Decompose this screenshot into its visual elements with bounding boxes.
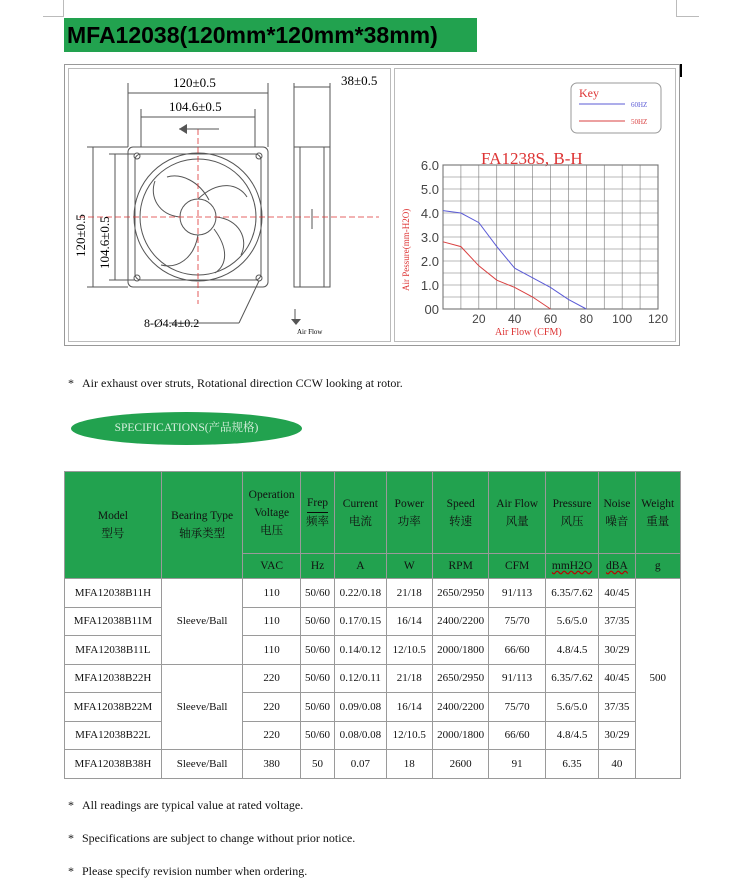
cell-speed: 2650/2950: [432, 664, 488, 693]
cell-freq: 50/60: [300, 693, 334, 722]
cell-noise: 37/35: [599, 693, 635, 722]
cell-airflow: 66/60: [489, 636, 545, 665]
spec-table: [64, 471, 681, 779]
table-row: [65, 579, 681, 608]
cell-freq: 50/60: [300, 664, 334, 693]
page-corner-mark-left: [43, 0, 64, 17]
header-current: Current 电流: [335, 472, 386, 554]
table-row: [65, 664, 681, 693]
x-tick-label: 20: [472, 312, 486, 326]
legend-label-60hz: 60HZ: [631, 101, 648, 109]
header-airflow: Air Flow 风量: [489, 472, 545, 554]
cell-model: MFA12038B22H: [65, 664, 162, 693]
cell-voltage: 220: [243, 664, 300, 693]
unit-mmh2o: mmH2O: [545, 554, 598, 579]
cell-freq: 50: [300, 750, 334, 779]
header-pressure: Pressure 风压: [545, 472, 598, 554]
cell-speed: 2400/2200: [432, 607, 488, 636]
header-model: Model 型号: [65, 472, 162, 579]
cell-pressure: 5.6/5.0: [545, 607, 598, 636]
cell-weight: 500: [635, 579, 680, 779]
cell-speed: 2650/2950: [432, 579, 488, 608]
dim-width-label: 120±0.5: [173, 75, 216, 90]
table-row: [65, 693, 681, 722]
y-tick-label: 1.0: [420, 278, 439, 293]
cell-speed: 2000/1800: [432, 636, 488, 665]
header-voltage: Operation Voltage 电压: [243, 472, 300, 554]
page-title: MFA12038(120mm*120mm*38mm): [64, 18, 477, 52]
cell-pressure: 4.8/4.5: [545, 636, 598, 665]
header-speed: Speed 转速: [432, 472, 488, 554]
dim-inner-label: 104.6±0.5: [169, 99, 222, 114]
x-tick-label: 40: [507, 312, 522, 326]
cell-bearing: Sleeve/Ball: [161, 579, 243, 665]
cell-model: MFA12038B38H: [65, 750, 162, 779]
unit-dba: dBA: [599, 554, 635, 579]
chart-legend: [571, 83, 661, 133]
cell-current: 0.14/0.12: [335, 636, 386, 665]
cell-voltage: 380: [243, 750, 300, 779]
figure-frame: [64, 64, 680, 346]
cell-current: 0.08/0.08: [335, 721, 386, 750]
fan-drawing-svg: [69, 69, 390, 341]
chart-ticks: [421, 158, 668, 326]
unit-vac: VAC: [243, 554, 300, 579]
y-tick-label: 2.0: [420, 254, 439, 269]
performance-chart: [394, 68, 676, 342]
cell-current: 0.12/0.11: [335, 664, 386, 693]
cell-airflow: 91: [489, 750, 545, 779]
cell-bearing: Sleeve/Ball: [161, 750, 243, 779]
table-row: [65, 607, 681, 636]
cell-pressure: 6.35: [545, 750, 598, 779]
cell-power: 21/18: [386, 579, 432, 608]
cell-pressure: 5.6/5.0: [545, 693, 598, 722]
cell-voltage: 110: [243, 607, 300, 636]
chart-svg: [395, 69, 675, 341]
y-tick-label: 5.0: [420, 182, 439, 197]
cell-speed: 2600: [432, 750, 488, 779]
cell-airflow: 66/60: [489, 721, 545, 750]
airflow-arrow-label: Air Flow: [297, 328, 323, 336]
cell-airflow: 75/70: [489, 607, 545, 636]
legend-title: Key: [579, 86, 599, 100]
cell-noise: 40: [599, 750, 635, 779]
y-tick-label: 00: [424, 302, 439, 317]
unit-cfm: CFM: [489, 554, 545, 579]
note-airflow: * Air exhaust over struts, Rotational direction CCW looking at rotor.: [68, 376, 403, 390]
cell-model: MFA12038B22L: [65, 721, 162, 750]
cell-noise: 40/45: [599, 579, 635, 608]
header-freq: Frep 频率: [300, 472, 334, 554]
unit-hz: Hz: [300, 554, 334, 579]
note-readings: * All readings are typical value at rated voltage.: [68, 798, 304, 812]
y-tick-label: 6.0: [420, 158, 439, 173]
cell-noise: 30/29: [599, 636, 635, 665]
cell-pressure: 6.35/7.62: [545, 579, 598, 608]
header-weight: Weight 重量: [635, 472, 680, 554]
table-row: [65, 636, 681, 665]
cell-pressure: 6.35/7.62: [545, 664, 598, 693]
unit-w: W: [386, 554, 432, 579]
cell-freq: 50/60: [300, 607, 334, 636]
cell-noise: 30/29: [599, 721, 635, 750]
table-row: [65, 750, 681, 779]
hole-dim-label: 8-Ø4.4±0.2: [144, 316, 200, 330]
cell-airflow: 75/70: [489, 693, 545, 722]
x-tick-label: 100: [612, 312, 633, 326]
header-bearing: Bearing Type 轴承类型: [161, 472, 243, 579]
table-row: [65, 721, 681, 750]
unit-g: g: [635, 554, 680, 579]
chart-ylabel: Air Pessure(mm-H2O): [401, 208, 411, 291]
cell-power: 12/10.5: [386, 636, 432, 665]
cell-model: MFA12038B11H: [65, 579, 162, 608]
header-power: Power 功率: [386, 472, 432, 554]
cell-model: MFA12038B11M: [65, 607, 162, 636]
y-tick-label: 3.0: [420, 230, 439, 245]
text-cursor: [680, 64, 682, 77]
unit-a: A: [335, 554, 386, 579]
cell-power: 18: [386, 750, 432, 779]
dim-height-label: 120±0.5: [73, 214, 88, 257]
cell-power: 16/14: [386, 693, 432, 722]
x-tick-label: 120: [647, 312, 669, 326]
chart-xlabel: Air Flow (CFM): [495, 327, 562, 338]
cell-model: MFA12038B11L: [65, 636, 162, 665]
x-tick-label: 60: [543, 312, 558, 326]
cell-pressure: 4.8/4.5: [545, 721, 598, 750]
cell-freq: 50/60: [300, 579, 334, 608]
page-corner-mark-right: [676, 0, 699, 17]
cell-speed: 2400/2200: [432, 693, 488, 722]
note-specs-change: * Specifications are subject to change without prior notice.: [68, 831, 356, 845]
cell-power: 21/18: [386, 664, 432, 693]
cell-noise: 37/35: [599, 607, 635, 636]
dim-depth-label: 38±0.5: [341, 73, 378, 88]
y-tick-label: 4.0: [420, 206, 439, 221]
specifications-label: SPECIFICATIONS(产品规格): [71, 412, 302, 445]
cell-model: MFA12038B22M: [65, 693, 162, 722]
unit-rpm: RPM: [432, 554, 488, 579]
cell-power: 16/14: [386, 607, 432, 636]
chart-title: FA1238S, B-H: [481, 149, 583, 168]
cell-voltage: 110: [243, 636, 300, 665]
cell-airflow: 91/113: [489, 664, 545, 693]
cell-speed: 2000/1800: [432, 721, 488, 750]
note-revision: * Please specify revision number when ordering.: [68, 864, 308, 878]
cell-freq: 50/60: [300, 721, 334, 750]
dimension-drawing: [68, 68, 391, 342]
x-tick-label: 80: [579, 312, 594, 326]
cell-noise: 40/45: [599, 664, 635, 693]
cell-current: 0.09/0.08: [335, 693, 386, 722]
cell-voltage: 110: [243, 579, 300, 608]
cell-current: 0.17/0.15: [335, 607, 386, 636]
dim-height-inner-label: 104.6±0.5: [97, 216, 112, 269]
cell-voltage: 220: [243, 693, 300, 722]
cell-freq: 50/60: [300, 636, 334, 665]
cell-current: 0.22/0.18: [335, 579, 386, 608]
cell-bearing: Sleeve/Ball: [161, 664, 243, 750]
cell-voltage: 220: [243, 721, 300, 750]
cell-airflow: 91/113: [489, 579, 545, 608]
cell-power: 12/10.5: [386, 721, 432, 750]
legend-label-50hz: 50HZ: [631, 118, 648, 126]
cell-current: 0.07: [335, 750, 386, 779]
header-noise: Noise 噪音: [599, 472, 635, 554]
